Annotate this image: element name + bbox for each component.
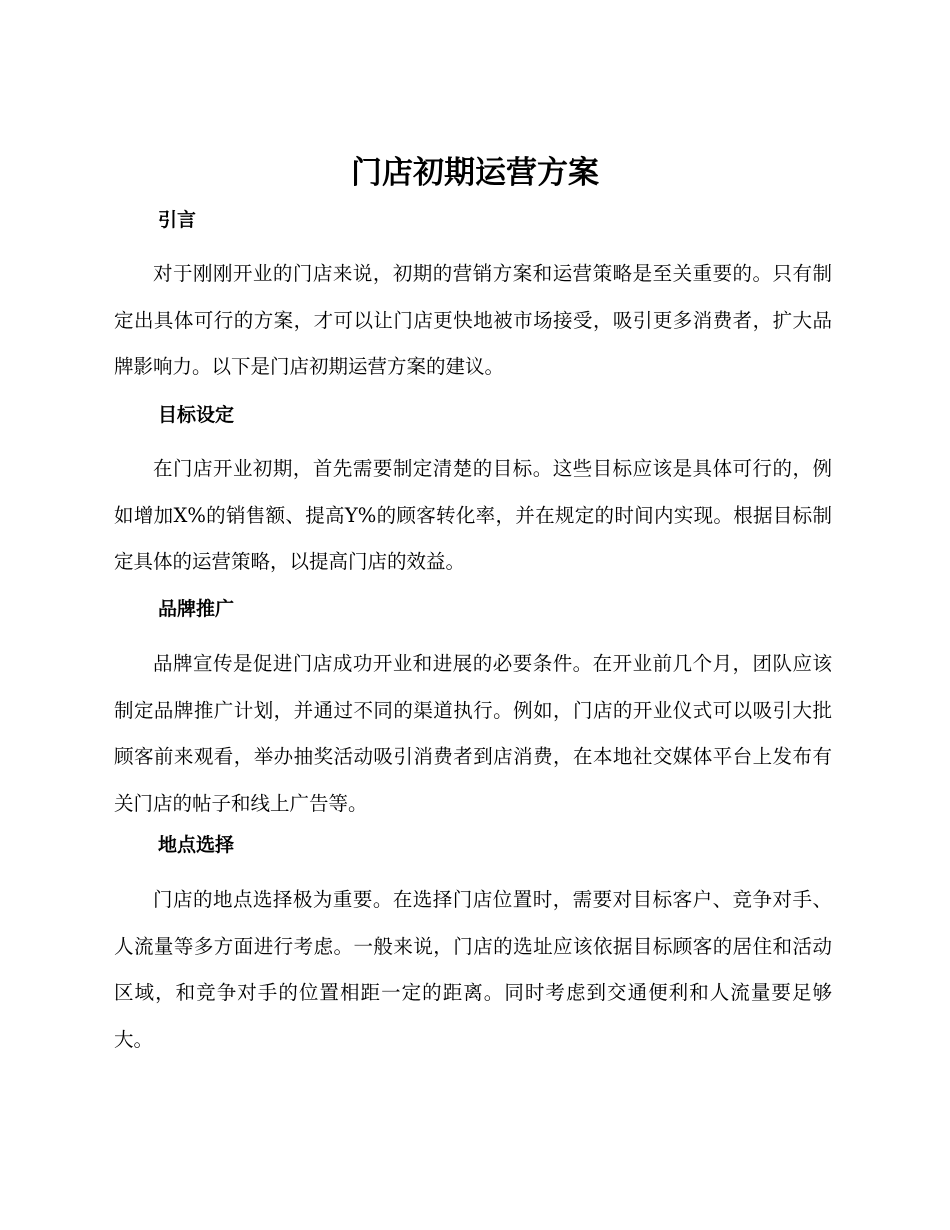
section-heading-brand-promotion: 品牌推广 [158,598,235,620]
section-paragraph-intro: 对于刚刚开业的门店来说，初期的营销方案和运营策略是至关重要的。只有制定出具体可行的方案，才可以让门店更快地被市场接受，吸引更多消费者，扩大品牌影响力。以下是门店初期运营方案的建议。 [114,262,832,378]
section-paragraph-brand-promotion: 品牌宣传是促进门店成功开业和进展的必要条件。在开业前几个月，团队应该制定品牌推广计划，并通过不同的渠道执行。例如，门店的开业仪式可以吸引大批顾客前来观看，举办抽奖活动吸引消费者到店消费，在本地社交媒体平台上发布有关门店的帖子和线上广告等。 [114,652,832,815]
section-heading-location-selection: 地点选择 [158,834,235,856]
section-heading-goal-setting: 目标设定 [158,404,235,426]
section-paragraph-location-selection: 门店的地点选择极为重要。在选择门店位置时，需要对目标客户、竞争对手、人流量等多方面进行考虑。一般来说，门店的选址应该依据目标顾客的居住和活动区域，和竞争对手的位置相距一定的距离。同时考虑到交通便利和人流量要足够大。 [114,888,832,1051]
document-title: 门店初期运营方案 [351,155,599,191]
section-paragraph-goal-setting: 在门店开业初期，首先需要制定清楚的目标。这些目标应该是具体可行的，例如增加X%的销售额、提高Y%的顾客转化率，并在规定的时间内实现。根据目标制定具体的运营策略，以提高门店的效益。 [114,457,832,573]
section-heading-intro: 引言 [158,209,197,231]
